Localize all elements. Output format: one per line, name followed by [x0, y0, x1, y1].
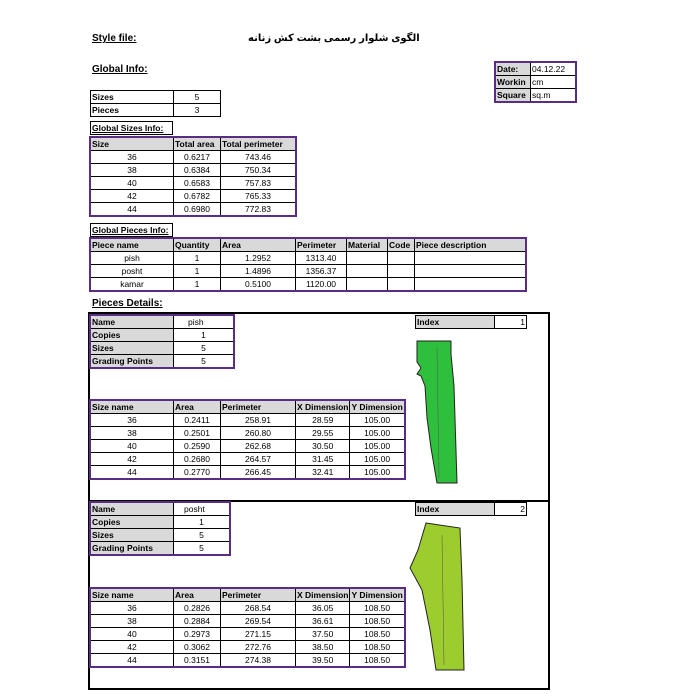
- table-header-row: [91, 239, 526, 252]
- table-header-row: [91, 138, 296, 151]
- index-label: Index: [416, 503, 495, 516]
- cell: [347, 252, 388, 265]
- cell: 105.00: [350, 453, 404, 466]
- cell: 0.6782: [174, 190, 221, 203]
- column-header: Quantity: [174, 239, 221, 252]
- cell: 40: [91, 628, 174, 641]
- cell: 32.41: [296, 466, 350, 479]
- cell: 0.6980: [174, 203, 221, 216]
- info-value: 1: [174, 329, 234, 342]
- cell: 36.05: [296, 602, 350, 615]
- counts-value: 3: [174, 104, 221, 117]
- cell: 42: [91, 641, 174, 654]
- cell: [415, 265, 526, 278]
- cell: 0.3062: [174, 641, 221, 654]
- cell: 765.33: [221, 190, 296, 203]
- table-row: [91, 151, 296, 164]
- cell: 105.00: [350, 440, 404, 453]
- cell: [388, 278, 415, 291]
- table-header-row: [91, 589, 405, 602]
- global-pieces-table: [90, 238, 526, 291]
- table-row: [91, 252, 526, 265]
- cell: 0.2411: [174, 414, 221, 427]
- counts-key: Pieces: [91, 104, 174, 117]
- cell: 38.50: [296, 641, 350, 654]
- cell: [347, 265, 388, 278]
- column-header: Y Dimension: [351, 401, 403, 412]
- table-header-row: [91, 401, 405, 414]
- meta-key: Square: [496, 89, 531, 102]
- table-row: [91, 654, 405, 667]
- table-row: [91, 615, 405, 628]
- cell: 44: [91, 654, 174, 667]
- index-value: 2: [495, 503, 527, 516]
- cell: 29.55: [296, 427, 350, 440]
- cell: 750.34: [221, 164, 296, 177]
- cell: 0.2884: [174, 615, 221, 628]
- counts-table: [90, 90, 221, 117]
- table-row: [91, 177, 296, 190]
- index-row: [416, 316, 527, 329]
- piece-info-table: [90, 315, 234, 368]
- meta-value: 04.12.22: [531, 63, 576, 76]
- info-value: pish: [174, 316, 234, 329]
- info-key: Copies: [91, 516, 174, 529]
- cell: [388, 265, 415, 278]
- cell: 0.5100: [221, 278, 296, 291]
- pattern-piece-front-shape: [405, 338, 465, 488]
- table-row: [91, 602, 405, 615]
- cell: 44: [91, 203, 174, 216]
- cell: 0.2770: [174, 466, 221, 479]
- index-value: 1: [495, 316, 527, 329]
- info-value: 5: [174, 342, 234, 355]
- column-header: X Dimension: [297, 589, 349, 600]
- cell: 1: [174, 252, 221, 265]
- cell: 39.50: [296, 654, 350, 667]
- info-value: posht: [174, 503, 230, 516]
- cell: 0.2680: [174, 453, 221, 466]
- cell: 772.83: [221, 203, 296, 216]
- cell: 30.50: [296, 440, 350, 453]
- info-key: Name: [91, 503, 174, 516]
- counts-row: [91, 104, 221, 117]
- table-row: [91, 265, 526, 278]
- column-header: Perimeter: [221, 589, 296, 602]
- cell: 108.50: [350, 628, 404, 641]
- cell: 105.00: [350, 414, 404, 427]
- info-key: Grading Points: [91, 355, 174, 368]
- cell: 258.91: [221, 414, 296, 427]
- info-key: Grading Points: [91, 542, 174, 555]
- cell: 272.76: [221, 641, 296, 654]
- column-header: Area: [221, 239, 296, 252]
- cell: 108.50: [350, 615, 404, 628]
- meta-value: sq.m: [531, 89, 576, 102]
- piece-info-table: [90, 502, 230, 555]
- cell: 28.59: [296, 414, 350, 427]
- info-row: [91, 529, 230, 542]
- meta-row: [496, 89, 576, 102]
- global-sizes-label: Global Sizes Info:: [90, 121, 173, 135]
- piece-sizes-table: [90, 588, 405, 667]
- info-value: 5: [174, 542, 230, 555]
- info-row: [91, 503, 230, 516]
- meta-row: [496, 76, 576, 89]
- meta-key: Date:: [496, 63, 531, 76]
- global-sizes-table: [90, 137, 296, 216]
- cell: 0.2973: [174, 628, 221, 641]
- global-pieces-label: Global Pieces Info:: [90, 223, 173, 237]
- meta-value: cm: [531, 76, 576, 89]
- counts-row: [91, 91, 221, 104]
- cell: 1: [174, 278, 221, 291]
- cell: 108.50: [350, 654, 404, 667]
- cell: 268.54: [221, 602, 296, 615]
- info-value: 5: [174, 355, 234, 368]
- cell: 266.45: [221, 466, 296, 479]
- meta-table: [495, 62, 576, 102]
- table-row: [91, 278, 526, 291]
- column-header: Area: [174, 589, 221, 602]
- column-header: Perimeter: [296, 239, 347, 252]
- cell: 38: [91, 615, 174, 628]
- cell: 1313.40: [296, 252, 347, 265]
- cell: 40: [91, 177, 174, 190]
- column-header: Total perimeter: [221, 138, 296, 151]
- meta-key: Workin: [496, 76, 531, 89]
- table-row: [91, 641, 405, 654]
- info-row: [91, 342, 234, 355]
- index-table: [415, 315, 527, 329]
- info-row: [91, 516, 230, 529]
- table-row: [91, 628, 405, 641]
- cell: 105.00: [350, 466, 404, 479]
- cell: [388, 252, 415, 265]
- cell: kamar: [91, 278, 174, 291]
- cell: 1.2952: [221, 252, 296, 265]
- info-row: [91, 542, 230, 555]
- cell: 1356.37: [296, 265, 347, 278]
- global-info-label: Global Info:: [92, 64, 148, 75]
- cell: 42: [91, 190, 174, 203]
- cell: 1: [174, 265, 221, 278]
- cell: 36: [91, 151, 174, 164]
- cell: 40: [91, 440, 174, 453]
- column-header: Area: [174, 401, 221, 414]
- cell: 0.6217: [174, 151, 221, 164]
- piece-sizes-table: [90, 400, 405, 479]
- cell: 1120.00: [296, 278, 347, 291]
- table-row: [91, 466, 405, 479]
- column-header: Size: [91, 138, 174, 151]
- column-header: X Dimension: [297, 401, 349, 412]
- cell: 274.38: [221, 654, 296, 667]
- cell: 271.15: [221, 628, 296, 641]
- index-label: Index: [416, 316, 495, 329]
- column-header: Piece description: [415, 239, 526, 252]
- cell: 0.2501: [174, 427, 221, 440]
- cell: 262.68: [221, 440, 296, 453]
- cell: 36.61: [296, 615, 350, 628]
- info-value: 1: [174, 516, 230, 529]
- pieces-details-label: Pieces Details:: [92, 298, 163, 309]
- cell: 38: [91, 427, 174, 440]
- cell: 44: [91, 466, 174, 479]
- cell: posht: [91, 265, 174, 278]
- index-row: [416, 503, 527, 516]
- style-title: الگوی شلوار رسمی بشت کش زنانه: [248, 33, 420, 44]
- cell: 0.2826: [174, 602, 221, 615]
- cell: [347, 278, 388, 291]
- column-header: Perimeter: [221, 401, 296, 414]
- cell: pish: [91, 252, 174, 265]
- counts-key: Sizes: [91, 91, 174, 104]
- cell: 264.57: [221, 453, 296, 466]
- cell: 0.2590: [174, 440, 221, 453]
- table-row: [91, 427, 405, 440]
- column-header: Y Dimension: [351, 589, 403, 600]
- cell: 36: [91, 414, 174, 427]
- column-header: Piece name: [91, 239, 174, 252]
- table-row: [91, 453, 405, 466]
- cell: 38: [91, 164, 174, 177]
- cell: 108.50: [350, 641, 404, 654]
- counts-value: 5: [174, 91, 221, 104]
- cell: [415, 252, 526, 265]
- table-row: [91, 440, 405, 453]
- info-row: [91, 329, 234, 342]
- info-key: Sizes: [91, 342, 174, 355]
- column-header: Size name: [91, 589, 174, 602]
- style-file-label: Style file:: [92, 33, 137, 44]
- cell: 260.80: [221, 427, 296, 440]
- info-row: [91, 316, 234, 329]
- cell: 0.3151: [174, 654, 221, 667]
- cell: 31.45: [296, 453, 350, 466]
- column-header: Total area: [174, 138, 221, 151]
- cell: 757.83: [221, 177, 296, 190]
- info-row: [91, 355, 234, 368]
- index-table: [415, 502, 527, 516]
- cell: 108.50: [350, 602, 404, 615]
- column-header: Code: [388, 239, 415, 252]
- cell: [415, 278, 526, 291]
- column-header: Material: [347, 239, 388, 252]
- cell: 36: [91, 602, 174, 615]
- table-row: [91, 190, 296, 203]
- info-value: 5: [174, 529, 230, 542]
- cell: 105.00: [350, 427, 404, 440]
- cell: 0.6583: [174, 177, 221, 190]
- cell: 0.6384: [174, 164, 221, 177]
- cell: 269.54: [221, 615, 296, 628]
- cell: 42: [91, 453, 174, 466]
- meta-row: [496, 63, 576, 76]
- table-row: [91, 414, 405, 427]
- info-key: Sizes: [91, 529, 174, 542]
- table-row: [91, 203, 296, 216]
- info-key: Name: [91, 316, 174, 329]
- pattern-piece-back-shape: [398, 520, 473, 675]
- column-header: Size name: [91, 401, 174, 414]
- table-row: [91, 164, 296, 177]
- cell: 743.46: [221, 151, 296, 164]
- cell: 1.4896: [221, 265, 296, 278]
- cell: 37.50: [296, 628, 350, 641]
- info-key: Copies: [91, 329, 174, 342]
